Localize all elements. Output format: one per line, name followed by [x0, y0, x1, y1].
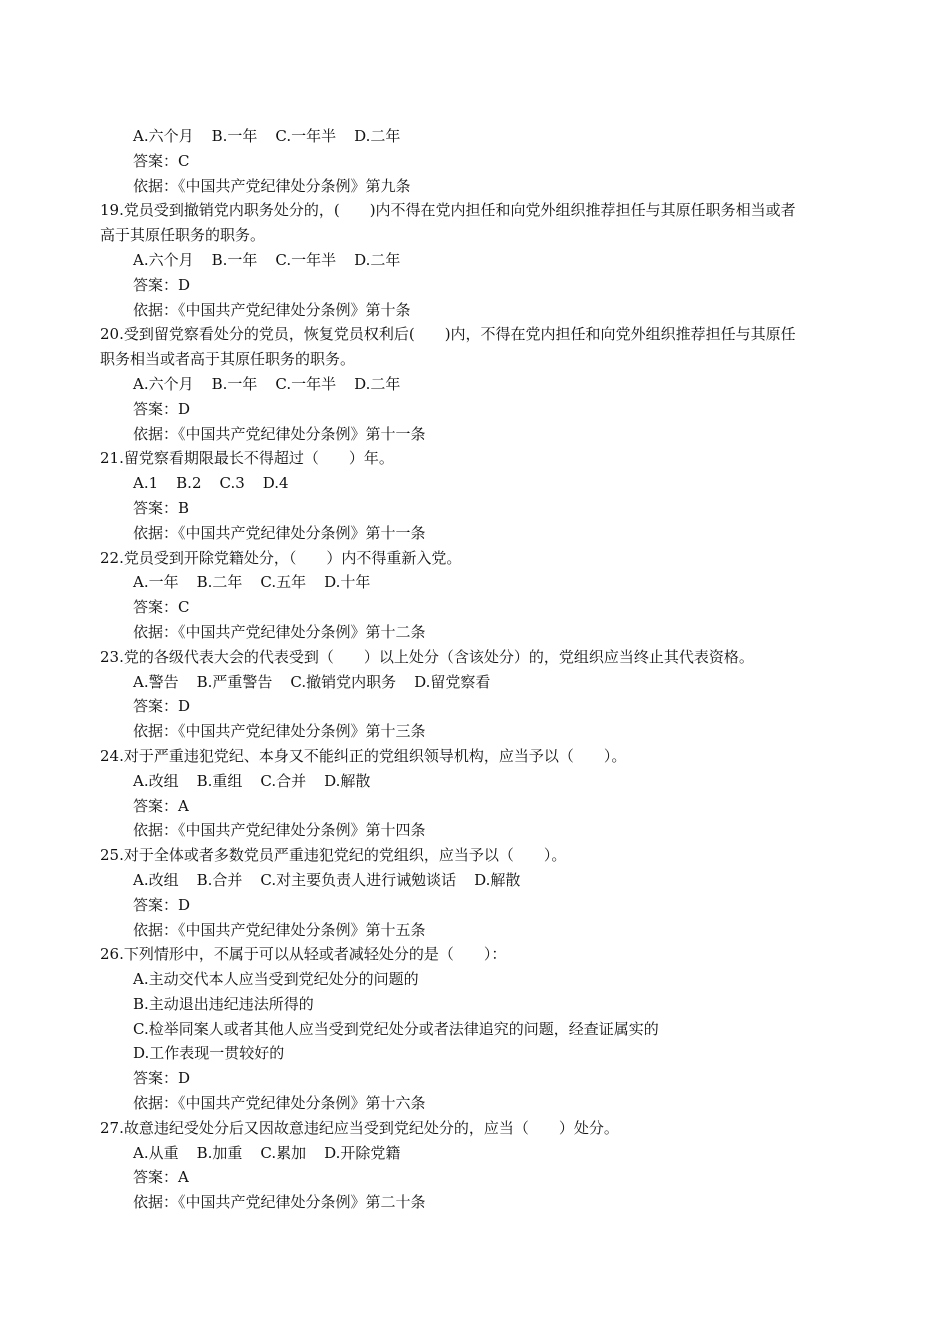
option-text: C.五年 [260, 573, 307, 592]
option-text: A.改组 [133, 870, 179, 889]
answer-text: 答案：D [133, 895, 191, 914]
option-text: C.对主要负责人进行诫勉谈话 [260, 870, 457, 889]
basis-text: 依据：《中国共产党纪律处分条例》第二十条 [133, 1193, 426, 1212]
options-line [100, 372, 870, 397]
option-text: A.警告 [133, 672, 179, 691]
answer-text: 答案：A [133, 1168, 189, 1187]
option-text: A.一年 [133, 573, 179, 592]
option-text: D.留党察看 [414, 672, 491, 691]
option-text: D.二年 [354, 127, 401, 145]
basis-text: 依据：《中国共产党纪律处分条例》第十一条 [133, 424, 426, 443]
option-text: A.主动交代本人应当受到党纪处分的问题的 [133, 970, 419, 989]
option-text: D.解散 [474, 870, 521, 889]
option-text: A.六个月 [133, 374, 194, 393]
option-text: D.解散 [324, 771, 371, 790]
basis-text: 依据：《中国共产党纪律处分条例》第九条 [133, 176, 411, 195]
question-text: 21.留党察看期限最长不得超过（ ）年。 [100, 449, 394, 468]
option-text: B.一年 [211, 374, 258, 393]
option-text: B.严重警告 [196, 672, 273, 691]
option-text: C.撤销党内职务 [290, 672, 397, 691]
option-text: D.开除党籍 [324, 1143, 401, 1162]
options-line [100, 868, 870, 893]
question-text: 19.党员受到撤销党内职务处分的，( )内不得在党内担任和向党外组织推荐担任与其原任职务相当或者 [100, 201, 796, 220]
option-text: B.主动退出违纪违法所得的 [133, 994, 314, 1013]
answer-text: 答案：D [133, 399, 191, 418]
basis-text: 依据：《中国共产党纪律处分条例》第十三条 [133, 722, 426, 741]
option-text: A.改组 [133, 771, 179, 790]
answer-text: 答案：B [133, 498, 190, 517]
question-text: 职务相当或者高于其原任职务的职务。 [100, 350, 356, 369]
options-line [100, 570, 870, 595]
answer-text: 答案：D [133, 275, 191, 294]
answer-text: 答案：D [133, 697, 191, 716]
options-line [100, 124, 870, 149]
answer-text: 答案：C [133, 598, 190, 617]
option-text: D.二年 [354, 374, 401, 393]
question-text: 23.党的各级代表大会的代表受到（ ）以上处分（含该处分）的，党组织应当终止其代表资格。 [100, 647, 754, 666]
options-line [100, 769, 870, 794]
option-text: B.2 [176, 474, 202, 493]
question-text: 高于其原任职务的职务。 [100, 226, 266, 245]
basis-text: 依据：《中国共产党纪律处分条例》第十五条 [133, 920, 426, 939]
option-text: B.一年 [211, 250, 258, 269]
option-text: B.二年 [196, 573, 243, 592]
quiz-content [100, 124, 870, 1215]
basis-text: 依据：《中国共产党纪律处分条例》第十六条 [133, 1094, 426, 1113]
answer-text: 答案：A [133, 796, 189, 815]
option-text: C.一年半 [275, 250, 337, 269]
basis-text: 依据：《中国共产党纪律处分条例》第十四条 [133, 821, 426, 840]
basis-text: 依据：《中国共产党纪律处分条例》第十条 [133, 300, 411, 319]
option-text: B.加重 [196, 1143, 243, 1162]
option-text: D.十年 [324, 573, 371, 592]
question-text: 20.受到留党察看处分的党员，恢复党员权利后( )内，不得在党内担任和向党外组织推荐担任与其原任 [100, 325, 796, 344]
option-text: B.重组 [196, 771, 243, 790]
option-text: A.1 [133, 474, 159, 493]
option-text: A.从重 [133, 1143, 179, 1162]
options-line [100, 1141, 870, 1166]
question-text: 22.党员受到开除党籍处分，（ ）内不得重新入党。 [100, 548, 462, 567]
question-text: 25.对于全体或者多数党员严重违犯党纪的党组织，应当予以（ ）。 [100, 846, 567, 865]
option-text: B.合并 [196, 870, 243, 889]
option-text: D.二年 [354, 250, 401, 269]
option-text: C.检举同案人或者其他人应当受到党纪处分或者法律追究的问题，经查证属实的 [133, 1019, 659, 1038]
question-text: 24.对于严重违犯党纪、本身又不能纠正的党组织领导机构，应当予以（ ）。 [100, 746, 627, 765]
option-text: A.六个月 [133, 250, 194, 269]
option-text: D.工作表现一贯较好的 [133, 1044, 285, 1063]
answer-text: 答案：C [133, 151, 190, 170]
question-text: 27.故意违纪受处分后又因故意违纪应当受到党纪处分的，应当（ ）处分。 [100, 1118, 619, 1137]
option-text: C.3 [219, 474, 245, 493]
option-text: C.一年半 [275, 127, 337, 145]
option-text: A.六个月 [133, 127, 194, 145]
answer-text: 答案：D [133, 1069, 191, 1088]
options-line [100, 471, 870, 496]
basis-text: 依据：《中国共产党纪律处分条例》第十一条 [133, 523, 426, 542]
option-text: D.4 [262, 474, 289, 493]
option-text: C.累加 [260, 1143, 307, 1162]
basis-text: 依据：《中国共产党纪律处分条例》第十二条 [133, 622, 426, 641]
option-text: C.一年半 [275, 374, 337, 393]
options-line [100, 248, 870, 273]
option-text: B.一年 [211, 127, 258, 145]
question-text: 26.下列情形中，不属于可以从轻或者减轻处分的是（ ）： [100, 945, 507, 964]
options-line [100, 670, 870, 695]
option-text: C.合并 [260, 771, 307, 790]
